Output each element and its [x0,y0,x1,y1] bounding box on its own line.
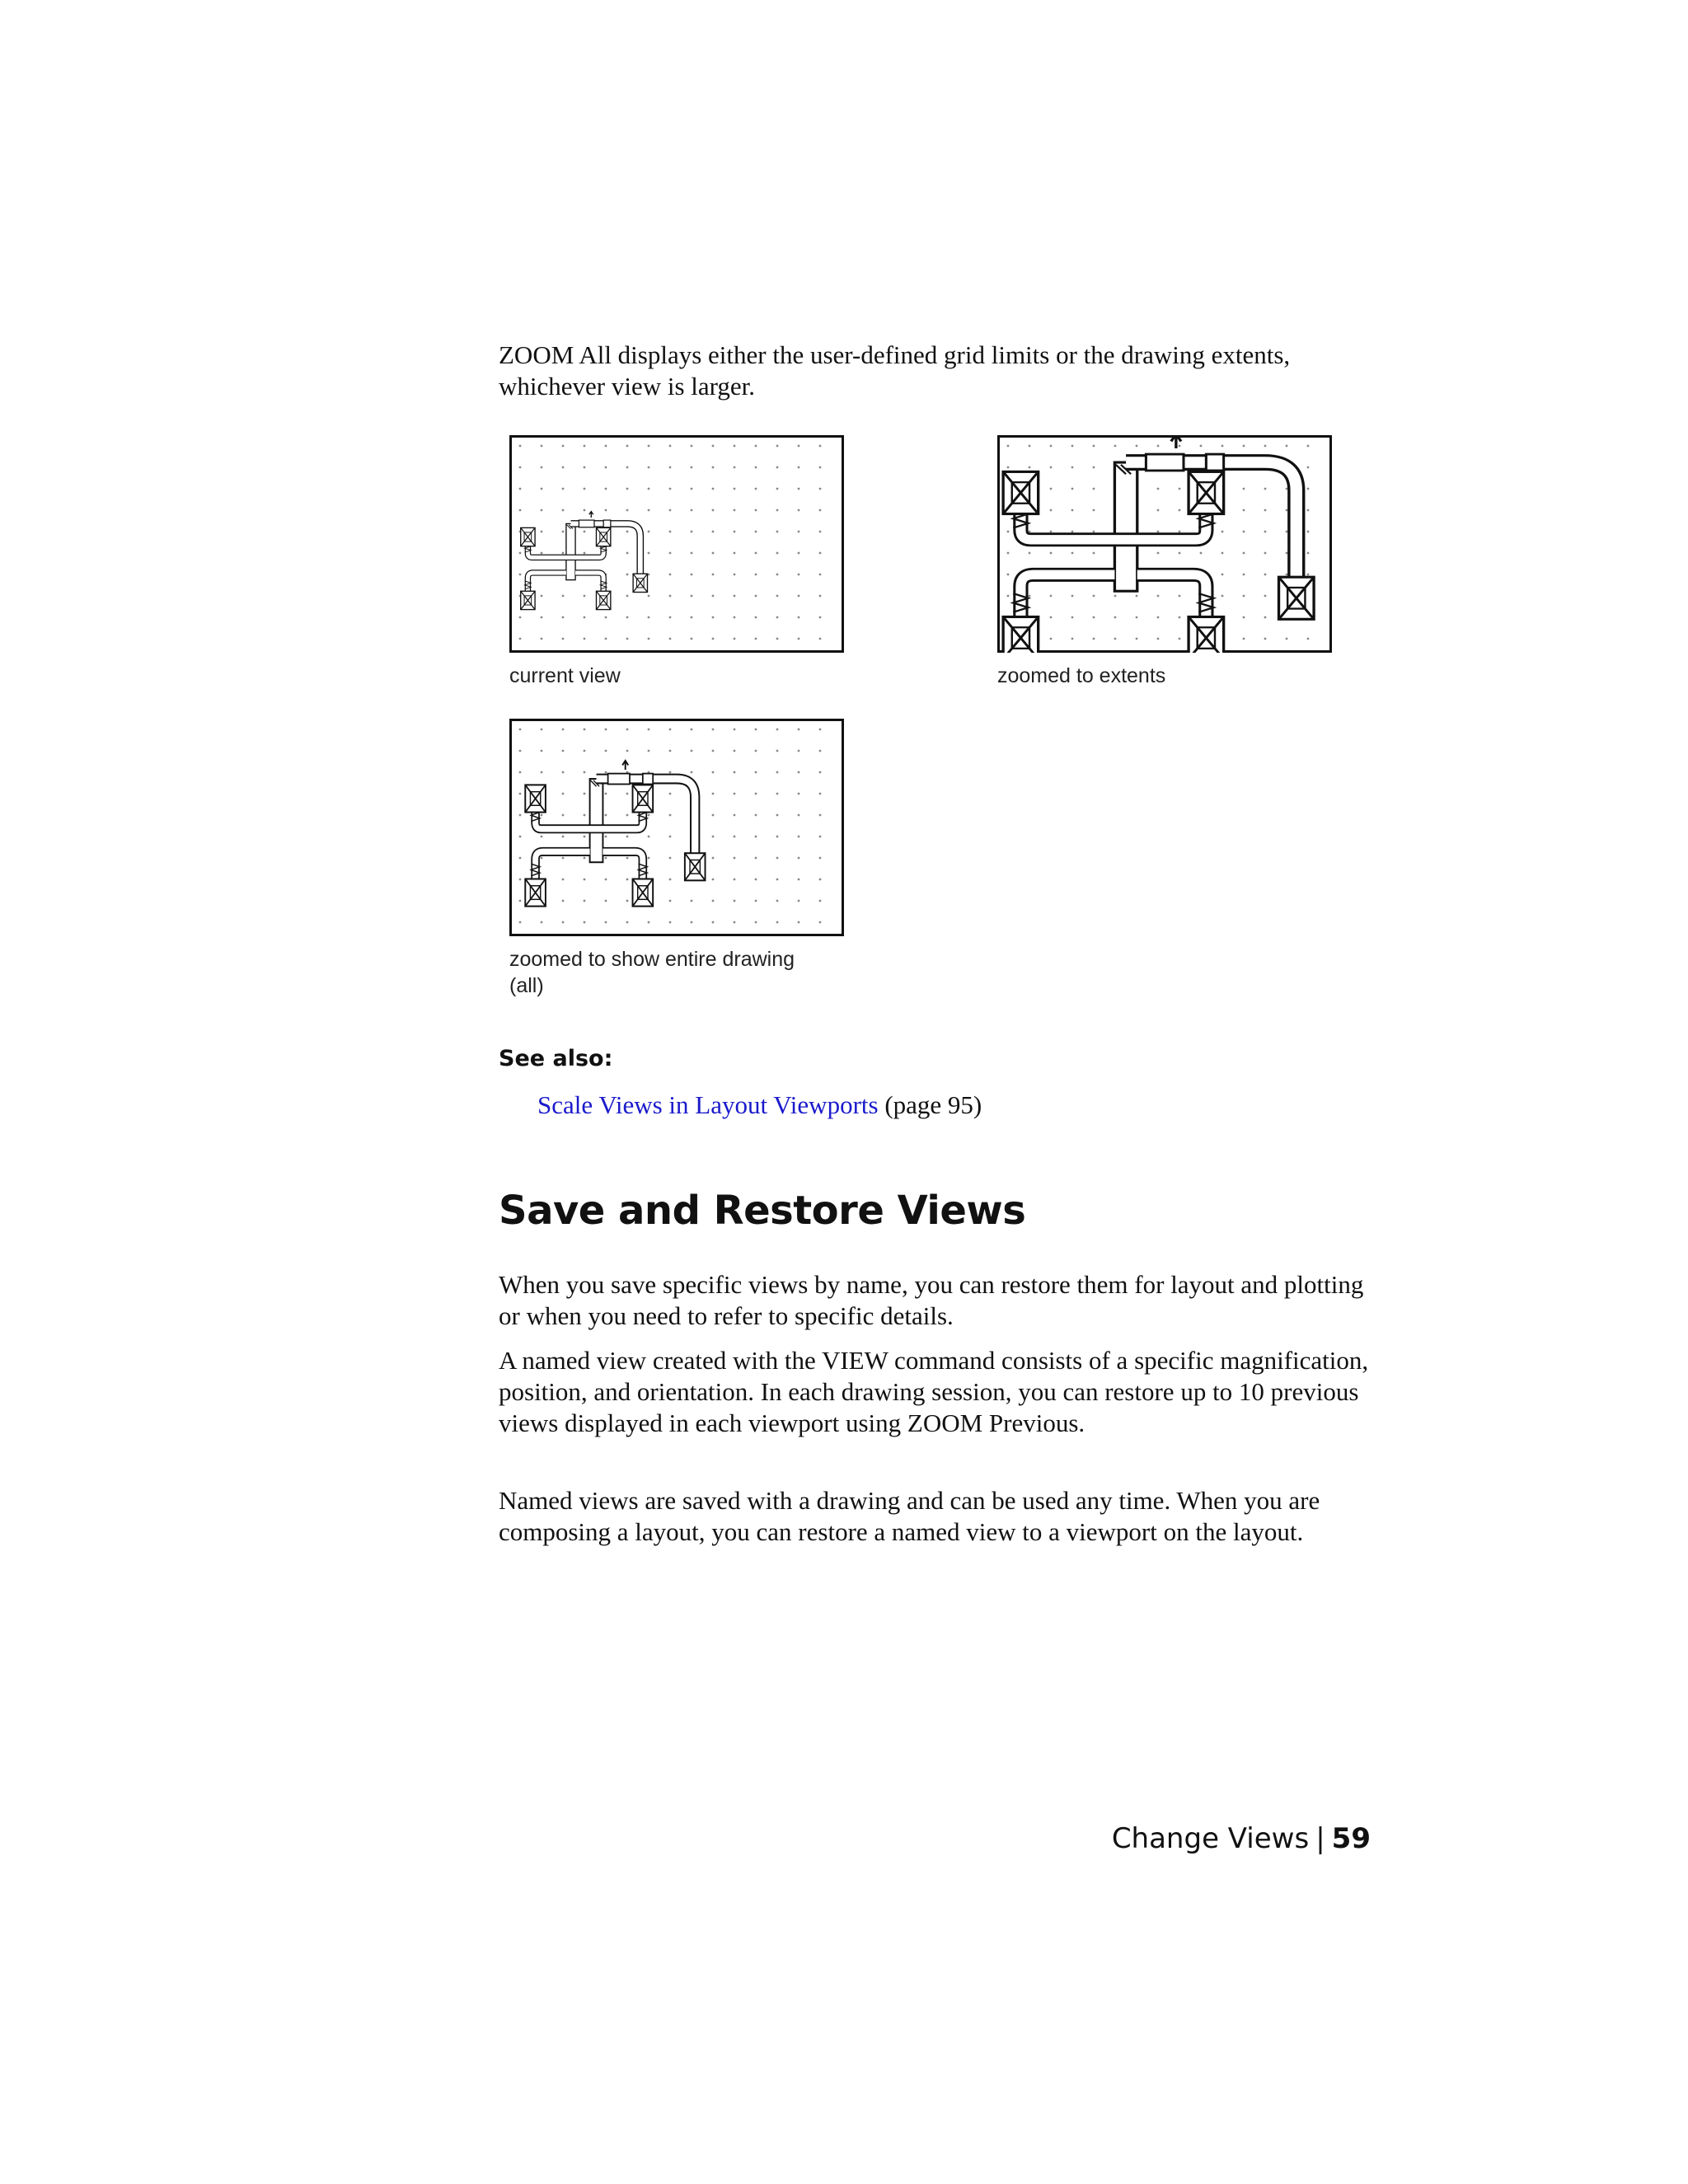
figure-caption-continued: (all) [509,974,544,997]
page-number: 59 [1331,1822,1371,1855]
footer-chapter: Change Views [1111,1822,1310,1855]
figure-caption: zoomed to extents [997,664,1166,687]
figure-zoomed-extents [997,435,1332,687]
intro-paragraph: ZOOM All displays either the user-defined grid limits or the drawing extents, whichever view is larger. [499,340,1291,401]
see-also-label: See also: [499,1046,613,1071]
figure-current-view [509,435,844,687]
section-paragraph: When you save specific views by name, you can restore them for layout and plotting or when you need to refer to specific details. [499,1270,1364,1330]
zoomed-extents-drawing [997,435,1332,653]
scale-views-link[interactable]: Scale Views in Layout Viewports [537,1090,879,1119]
section-paragraph: A named view created with the VIEW command consists of a specific magnification, position, and orientation. In each drawing session, you can restore up to 10 previous views displayed in each viewport using ZOOM Previous. [499,1346,1369,1437]
section-heading: Save and Restore Views [499,1188,1026,1234]
figure-caption: zoomed to show entire drawing [509,948,795,971]
figure-caption: current view [509,664,621,687]
section-paragraph: Named views are saved with a drawing and can be used any time. When you are composing a layout, you can restore a named view to a viewport on the layout. [499,1486,1320,1546]
figure-zoomed-all [509,719,844,997]
footer-separator: | [1315,1822,1325,1855]
page-footer [1112,1821,1371,1856]
see-also-entry [537,1090,982,1121]
page-reference: (page 95) [884,1090,982,1119]
current-view-drawing [509,435,844,653]
zoomed-all-drawing [509,719,844,936]
